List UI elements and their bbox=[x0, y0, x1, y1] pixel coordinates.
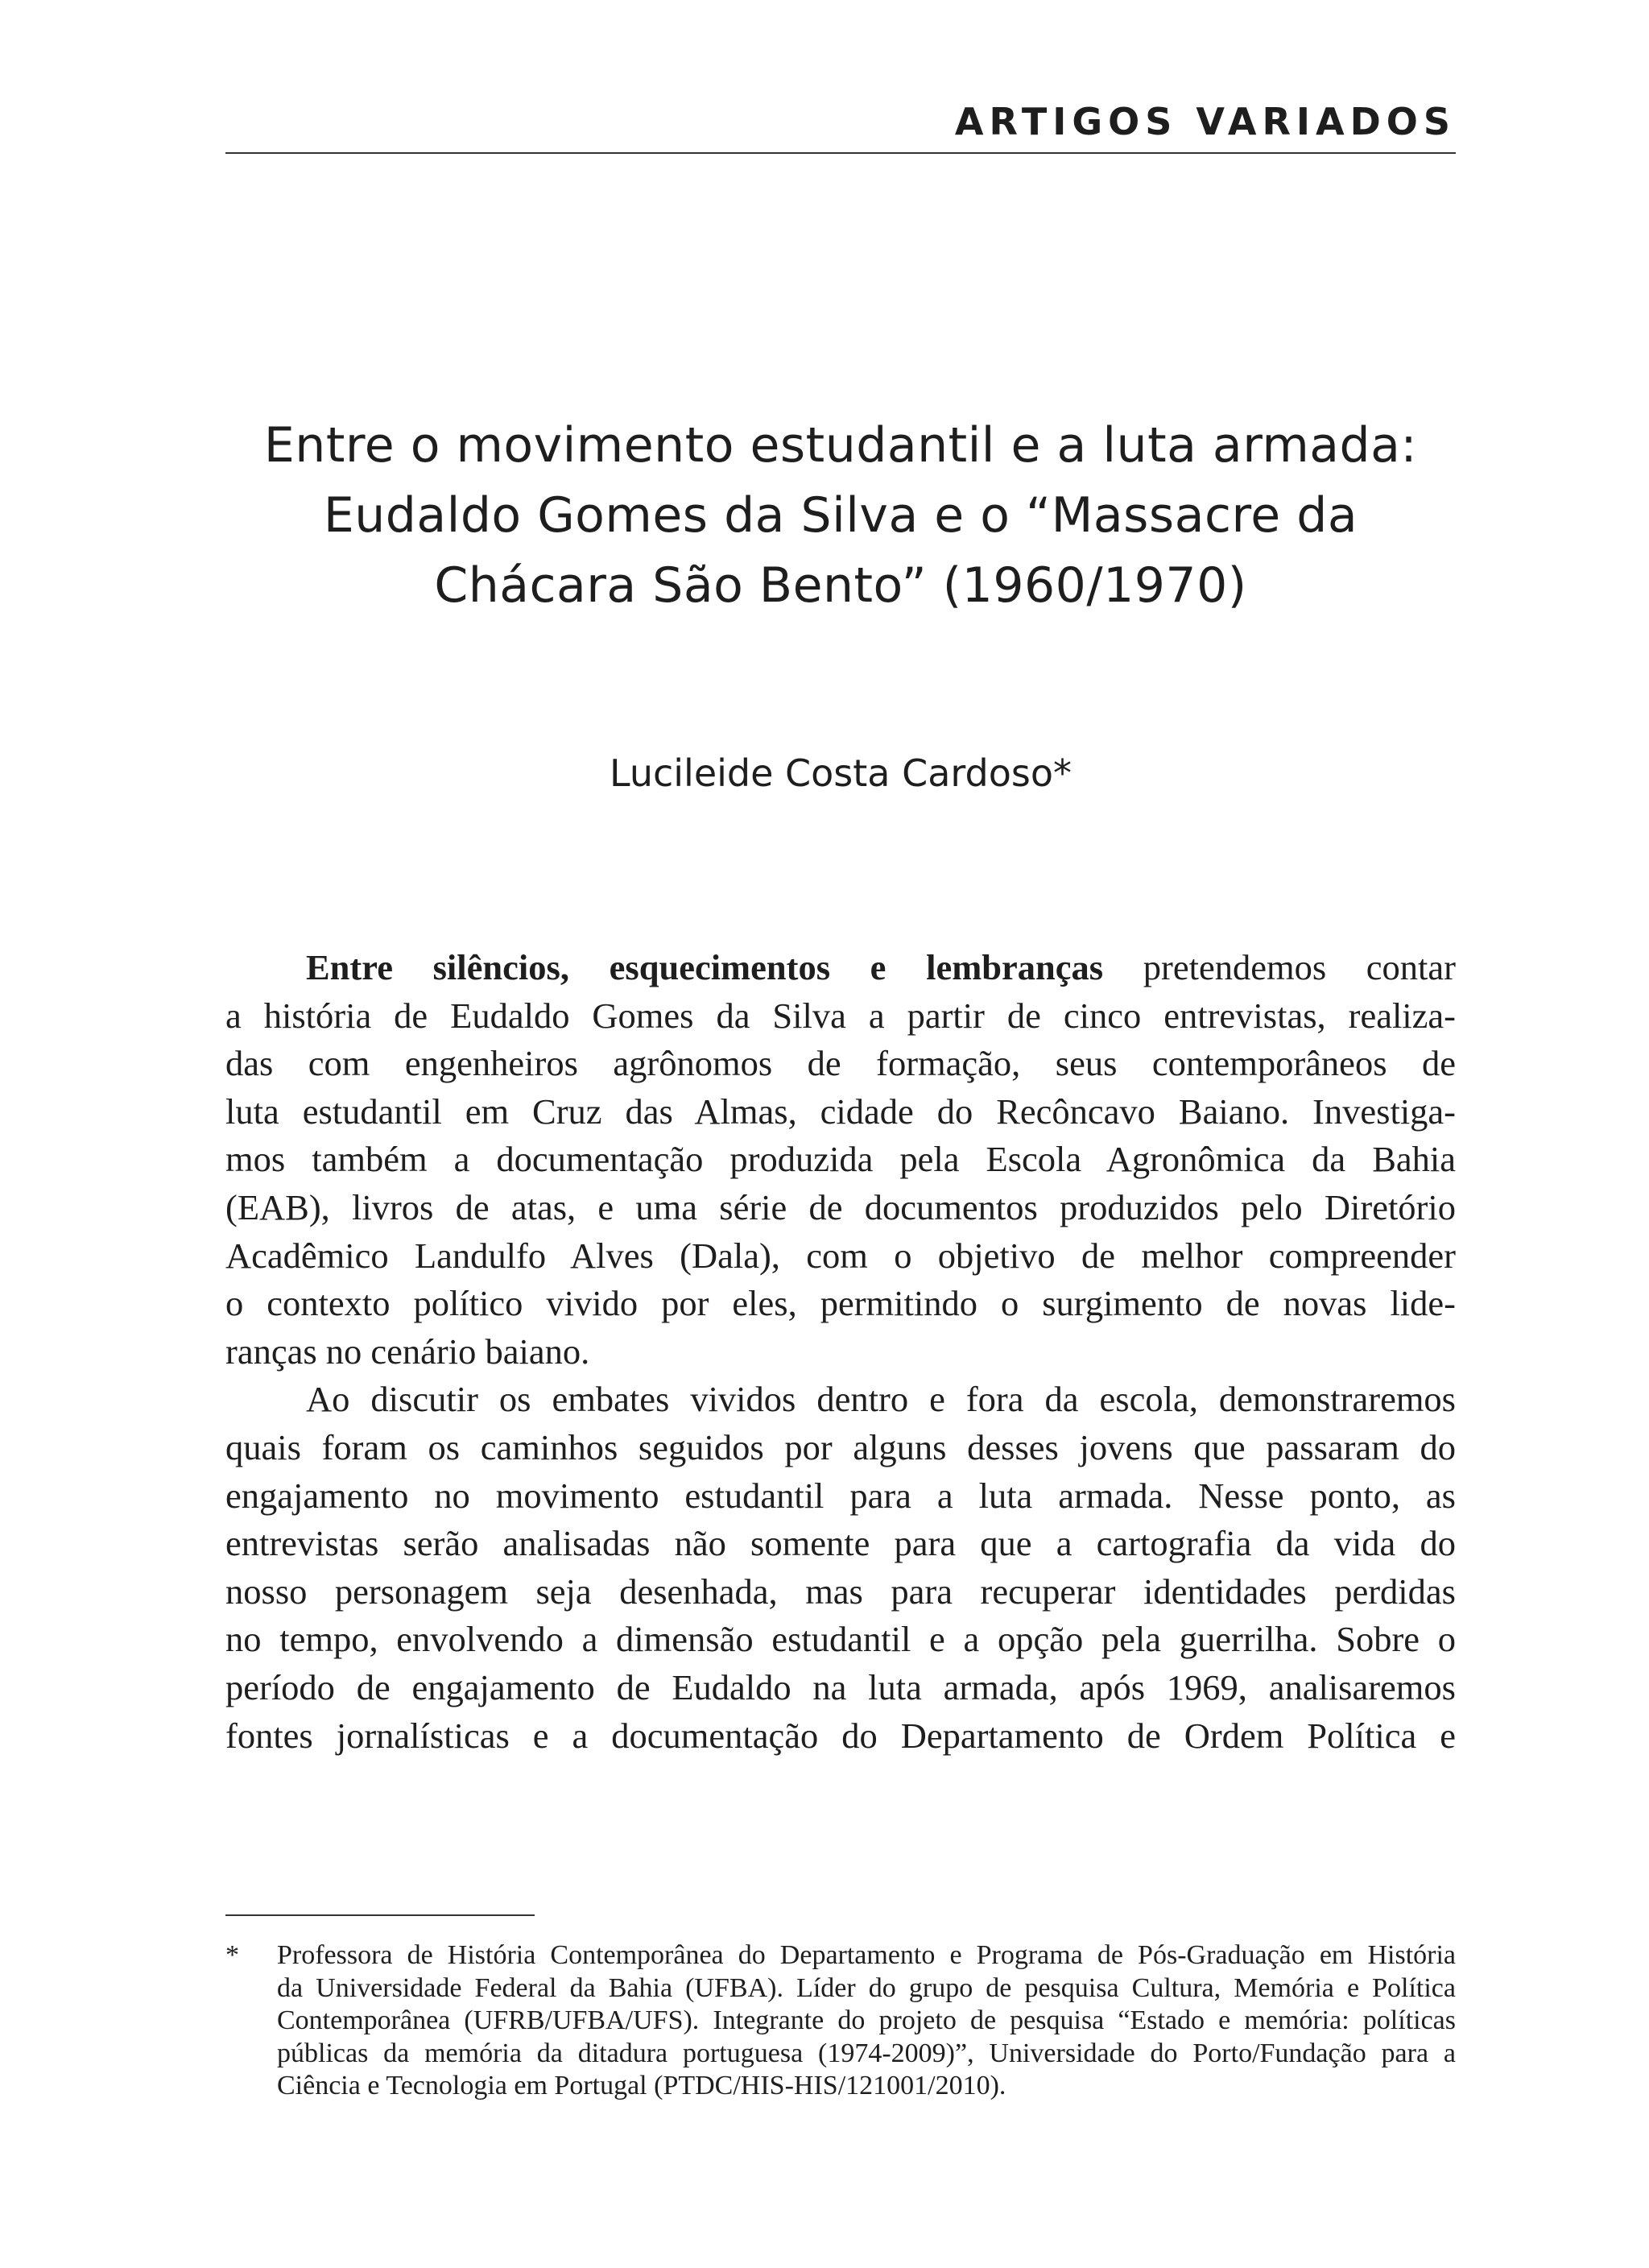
footnote-line: Ciência e Tecnologia em Portugal (PTDC/HIS-HIS/121001/2010). bbox=[277, 2071, 1006, 2100]
text-line: fontes jornalísticas e a documentação do Departamento de Ordem Política e bbox=[225, 1715, 1456, 1756]
text-fragment: pretendemos contar bbox=[1103, 947, 1456, 987]
title-line: Eudaldo Gomes da Silva e o “Massacre da bbox=[323, 487, 1358, 544]
text-line: a história de Eudaldo Gomes da Silva a partir de cinco entrevistas, realiza- bbox=[225, 995, 1456, 1036]
text-line: engajamento no movimento estudantil para a luta armada. Nesse ponto, as bbox=[225, 1475, 1456, 1516]
text-line: Ao discutir os embates vividos dentro e fora da escola, demonstraremos bbox=[306, 1379, 1456, 1420]
running-head: ARTIGOS VARIADOS bbox=[954, 100, 1456, 143]
text-line: ranças no cenário baiano. bbox=[225, 1331, 590, 1372]
text-line: quais foram os caminhos seguidos por alguns desses jovens que passaram do bbox=[225, 1426, 1456, 1467]
lead-phrase: Entre silêncios, esquecimentos e lembranças bbox=[306, 947, 1104, 987]
paragraph bbox=[225, 944, 1456, 1376]
text-line: mos também a documentação produzida pela Escola Agronômica da Bahia bbox=[225, 1139, 1456, 1180]
article-body bbox=[225, 944, 1456, 1760]
title-line: Chácara São Bento” (1960/1970) bbox=[434, 557, 1247, 614]
paragraph bbox=[225, 1376, 1456, 1760]
text-line: nosso personagem seja desenhada, mas para recuperar identidades perdidas bbox=[225, 1571, 1456, 1612]
text-line: entrevistas serão analisadas não somente para que a cartografia da vida do bbox=[225, 1523, 1456, 1564]
header-rule bbox=[225, 152, 1456, 154]
text-line bbox=[225, 944, 1456, 992]
text-line: o contexto político vivido por eles, permitindo o surgimento de novas lide- bbox=[225, 1283, 1456, 1324]
text-line: período de engajamento de Eudaldo na luta armada, após 1969, analisaremos bbox=[225, 1666, 1456, 1707]
text-line: luta estudantil em Cruz das Almas, cidade do Recôncavo Baiano. Investiga- bbox=[225, 1091, 1456, 1132]
footnote-marker: * bbox=[225, 1940, 239, 1970]
text-line: (EAB), livros de atas, e uma série de documentos produzidos pelo Diretório bbox=[225, 1186, 1456, 1227]
footnote-line: Professora de História Contemporânea do Departamento e Programa de Pós-Graduação em História bbox=[277, 1940, 1456, 1970]
footnote-line: Contemporânea (UFRB/UFBA/UFS). Integrante do projeto de pesquisa “Estado e memória: políticas bbox=[277, 2005, 1456, 2035]
article-title bbox=[225, 411, 1456, 621]
text-line: das com engenheiros agrônomos de formação, seus contemporâneos de bbox=[225, 1043, 1456, 1084]
footnote-text bbox=[277, 1939, 1456, 2103]
author-name: Lucileide Costa Cardoso* bbox=[610, 751, 1072, 795]
footnote-line: públicas da memória da ditadura portuguesa (1974-2009)”, Universidade do Porto/Fundação para a bbox=[277, 2038, 1456, 2068]
text-line: Acadêmico Landulfo Alves (Dala), com o objetivo de melhor compreender bbox=[225, 1235, 1456, 1276]
text-line: no tempo, envolvendo a dimensão estudantil e a opção pela guerrilha. Sobre o bbox=[225, 1619, 1456, 1660]
footnote-line: da Universidade Federal da Bahia (UFBA). Líder do grupo de pesquisa Cultura, Memória e Política bbox=[277, 1972, 1456, 2003]
footnote-rule bbox=[225, 1914, 535, 1916]
title-line: Entre o movimento estudantil e a luta armada: bbox=[263, 417, 1418, 474]
